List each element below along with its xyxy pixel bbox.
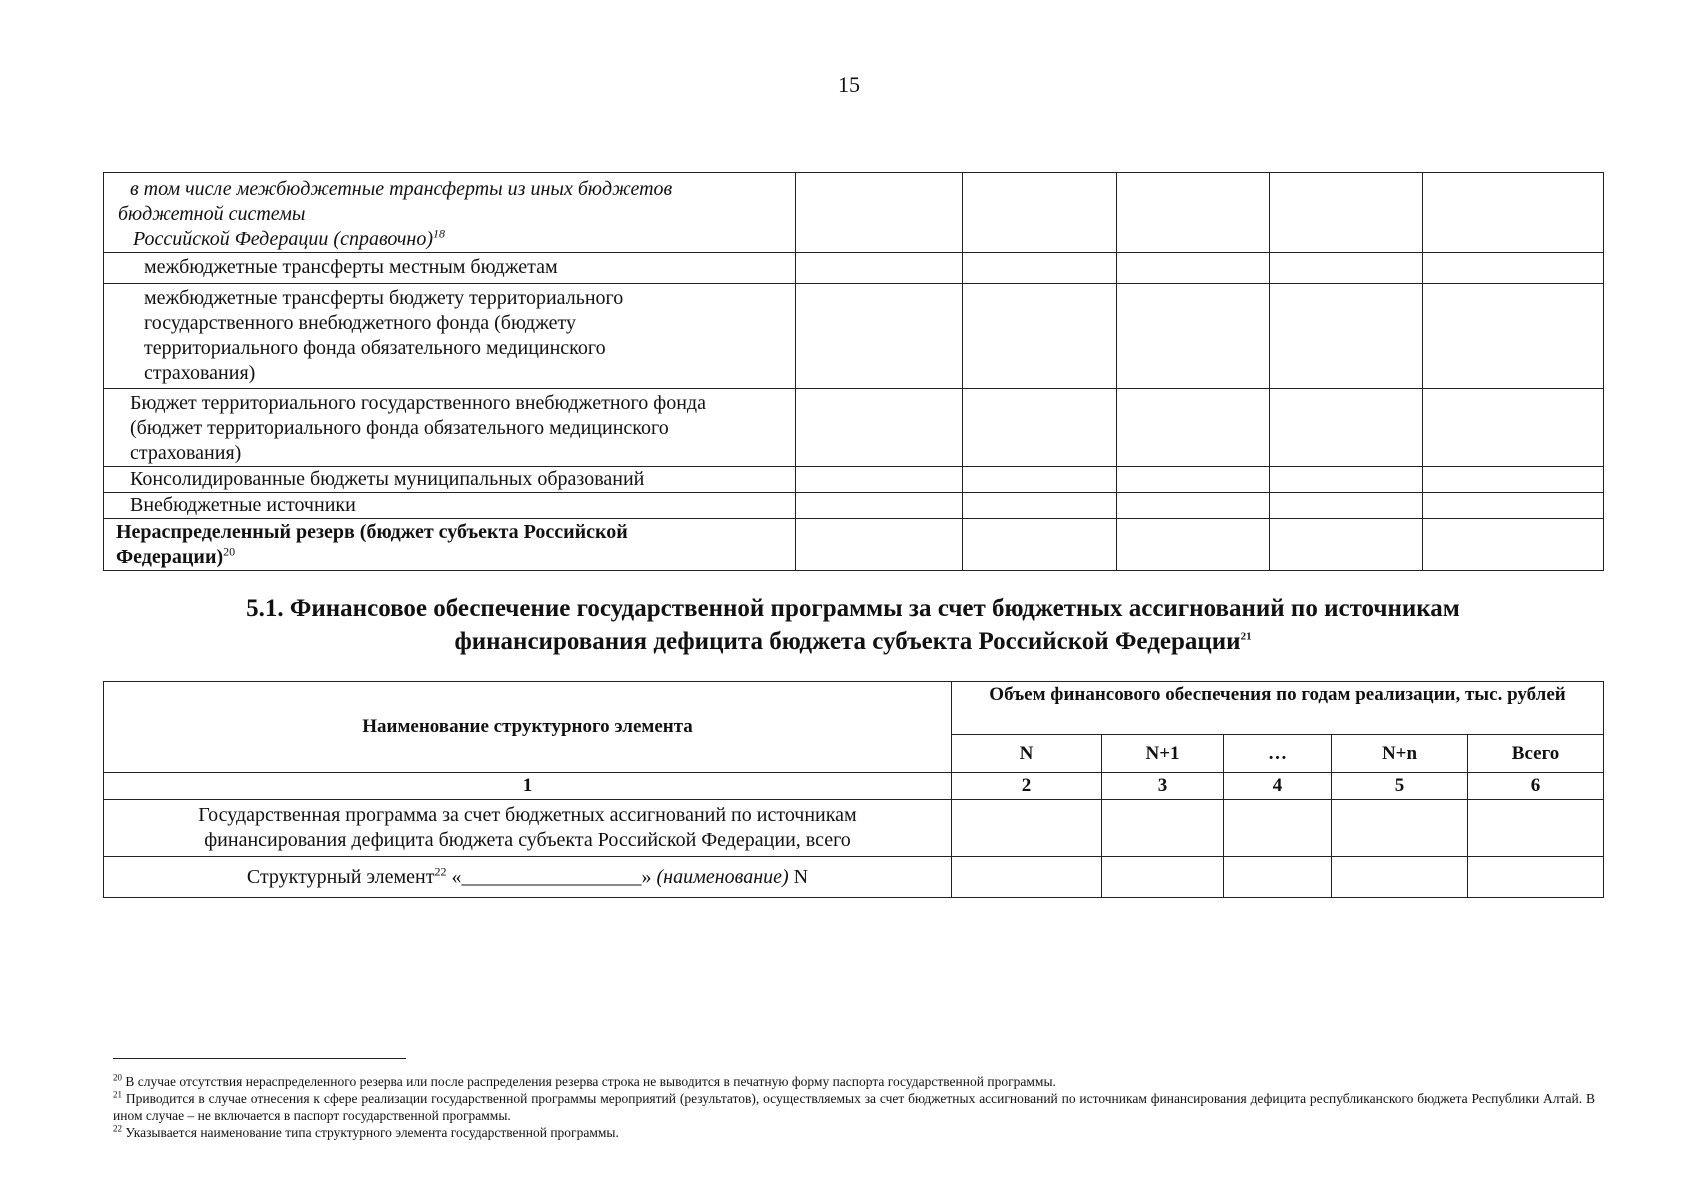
table-header-row: [104, 682, 1604, 735]
row-label-suffix: N: [793, 865, 809, 888]
table-cell: [796, 467, 963, 493]
footnote-22: [113, 1124, 1595, 1141]
header-year-n-plus-1: N+1: [1102, 735, 1224, 773]
table-cell: [1102, 800, 1224, 857]
footnote-text: В случае отсутствия нераспределенного резерва или после распределения резерва строка не выводится в печатную форму паспорта государственной программы.: [125, 1074, 1056, 1089]
footnote-text: Указывается наименование типа структурного элемента государственной программы.: [125, 1125, 619, 1140]
table-cell: [1102, 857, 1224, 898]
section-heading-line: финансирования дефицита бюджета субъекта Российской Федерации: [454, 628, 1241, 655]
name-blank-line: __________________: [461, 865, 642, 888]
footnotes: [113, 1073, 1595, 1141]
page-number: 15: [838, 72, 860, 97]
section-heading-line: 5.1. Финансовое обеспечение государственной программы за счет бюджетных ассигнований по источникам: [246, 595, 1460, 622]
header-year-n-plus-n: N+n: [1332, 735, 1468, 773]
row-label-line: Российской Федерации (справочно): [133, 228, 433, 250]
table-row: [104, 493, 1604, 519]
column-number: 6: [1468, 773, 1604, 800]
table-cell: [1117, 173, 1270, 253]
footnote-number: 21: [113, 1089, 122, 1100]
header-year-n: N: [952, 735, 1102, 773]
table-cell: [1117, 253, 1270, 284]
table-cell: [1332, 857, 1468, 898]
table-cell: [1117, 467, 1270, 493]
row-label-line: Бюджет территориального государственного внебюджетного фонда: [130, 392, 706, 414]
table-row: [104, 253, 1604, 284]
table-cell: [1117, 493, 1270, 519]
row-label-line: бюджетной системы: [118, 203, 306, 225]
table-cell: [963, 389, 1117, 467]
table-cell: [1270, 253, 1423, 284]
table-cell: [1224, 857, 1332, 898]
table-row: [104, 519, 1604, 571]
footnote-separator: [113, 1058, 406, 1059]
name-hint: (наименование): [656, 865, 789, 888]
column-number: 5: [1332, 773, 1468, 800]
column-number: 2: [952, 773, 1102, 800]
quote-open: «: [451, 865, 462, 888]
quote-close: »: [641, 865, 652, 888]
header-financing-volume: Объем финансового обеспечения по годам реализации, тыс. рублей: [952, 682, 1604, 735]
budget-continuation-table: [103, 172, 1604, 571]
footnote-ref: 21: [1240, 630, 1252, 643]
table-cell: [1423, 467, 1604, 493]
row-label-line: страхования): [130, 442, 242, 464]
row-label: [104, 253, 796, 284]
column-number: 4: [1224, 773, 1332, 800]
table-row: [104, 389, 1604, 467]
section-heading: [103, 592, 1603, 658]
table-cell: [1270, 389, 1423, 467]
footnote-number: 20: [113, 1072, 122, 1083]
footnote-ref: 18: [432, 226, 445, 241]
table-cell: [796, 253, 963, 284]
financing-sources-table: [103, 681, 1604, 898]
table-cell: [952, 800, 1102, 857]
row-label-text: межбюджетные трансферты местным бюджетам: [144, 256, 558, 278]
row-label-text: Структурный элемент: [246, 865, 435, 888]
table-cell: [1117, 389, 1270, 467]
table-cell: [963, 493, 1117, 519]
table-cell: [1117, 284, 1270, 389]
row-label-line: Нераспределенный резерв (бюджет субъекта Российской: [116, 521, 628, 543]
row-label: [104, 389, 796, 467]
column-number: 1: [104, 773, 952, 800]
header-total: Всего: [1468, 735, 1604, 773]
table-cell: [1332, 800, 1468, 857]
table-row: [104, 173, 1604, 253]
row-label-line: (бюджет территориального фонда обязательного медицинского: [130, 417, 669, 439]
row-label: [104, 284, 796, 389]
table-cell: [963, 284, 1117, 389]
table-cell: [1423, 253, 1604, 284]
column-number-row: [104, 773, 1604, 800]
table-cell: [796, 493, 963, 519]
footnote-21: [113, 1090, 1595, 1124]
row-label: [104, 857, 952, 898]
table-cell: [952, 857, 1102, 898]
footnote-20: [113, 1073, 1595, 1090]
table-cell: [963, 519, 1117, 571]
header-year-ellipsis: …: [1224, 735, 1332, 773]
table-cell: [1468, 800, 1604, 857]
row-label-text: Консолидированные бюджеты муниципальных образований: [130, 468, 645, 490]
table-cell: [1117, 519, 1270, 571]
table-cell: [796, 519, 963, 571]
table-row: [104, 800, 1604, 857]
table-row: [104, 467, 1604, 493]
table-cell: [1270, 519, 1423, 571]
row-label-line: в том числе межбюджетные трансферты из иных бюджетов: [130, 178, 673, 200]
footnote-text: Приводится в случае отнесения к сфере реализации государственной программы мероприятий (результатов), осуществляемых за счет бюджетных ассигнований по источникам финансирования дефицита республиканского бюджета Республики Алтай. В ином случае – не включается в паспорт государственной программы.: [113, 1091, 1596, 1123]
row-label-line: Федерации): [116, 546, 224, 568]
table-cell: [1224, 800, 1332, 857]
row-label-line: территориального фонда обязательного медицинского: [144, 337, 606, 359]
row-label-line: межбюджетные трансферты бюджету территориального: [144, 287, 624, 309]
table-cell: [1270, 284, 1423, 389]
table-cell: [963, 467, 1117, 493]
row-label-line: государственного внебюджетного фонда (бюджету: [144, 312, 576, 334]
table-cell: [963, 173, 1117, 253]
row-label-line: финансирования дефицита бюджета субъекта Российской Федерации, всего: [204, 829, 851, 851]
table-cell: [1423, 284, 1604, 389]
table-cell: [1270, 493, 1423, 519]
row-label-text: Внебюджетные источники: [130, 494, 356, 516]
table-cell: [1468, 857, 1604, 898]
table-cell: [963, 253, 1117, 284]
table-cell: [1423, 389, 1604, 467]
row-label: [104, 519, 796, 571]
row-label: [104, 173, 796, 253]
row-label-line: Государственная программа за счет бюджетных ассигнований по источникам: [198, 804, 857, 826]
table-cell: [1270, 173, 1423, 253]
footnote-number: 22: [113, 1123, 122, 1134]
row-label: [104, 493, 796, 519]
footnote-ref: 22: [434, 863, 447, 878]
row-label: [104, 800, 952, 857]
table-row: [104, 857, 1604, 898]
footnote-ref: 20: [223, 544, 236, 559]
table-cell: [1423, 493, 1604, 519]
table-cell: [796, 173, 963, 253]
column-number: 3: [1102, 773, 1224, 800]
table-cell: [1270, 467, 1423, 493]
table-cell: [1423, 519, 1604, 571]
table-cell: [1423, 173, 1604, 253]
table-row: [104, 284, 1604, 389]
header-structural-element: Наименование структурного элемента: [104, 682, 952, 773]
row-label-line: страхования): [144, 362, 256, 384]
row-label: [104, 467, 796, 493]
table-cell: [796, 389, 963, 467]
table-cell: [796, 284, 963, 389]
